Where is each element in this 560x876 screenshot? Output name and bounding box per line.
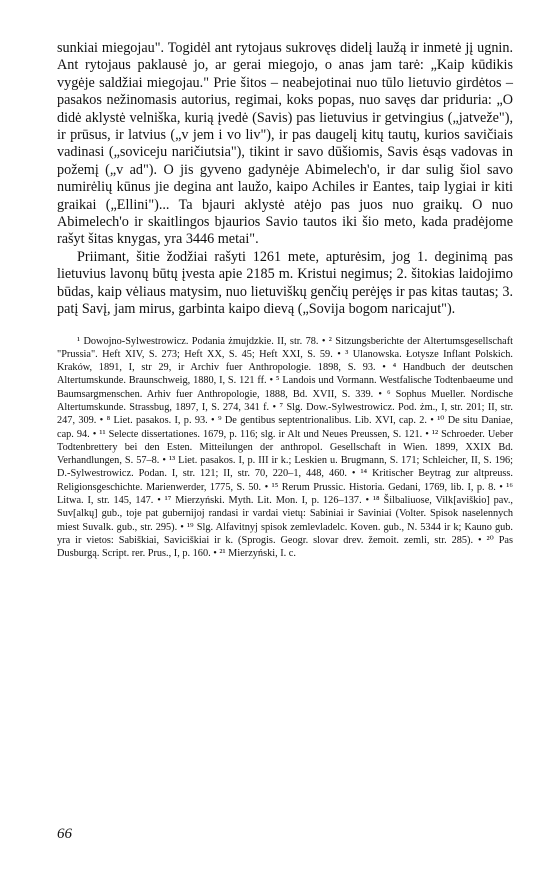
- footnotes: ¹ Dowojno-Sylwestrowicz. Podania żmujdzkie. II, str. 78. • ² Sitzungsberichte der Altertumsgesellschaft "Prussia". Heft XIV, S. 273; Heft XX, S. 45; Heft XXI, S. 59. • ³ Ulanowska. Łotysze Inflant Polskich. Kraków, 1891, I, str 29, ir Archiv fuer Anthropologie. 1898, S. 93. • ⁴ Handbuch der deutschen Altertumskunde. Braunschweig, 1880, I, S. 121 ff. • ⁵ Landois und Vormann. Westfalische Todtenbaeume und Baumsargmenschen. Arhiv fuer Anthropologie, 1888, Bd. XVII, S. 339. • ⁶ Sophus Mueller. Nordische Altertumskunde. Strassbug, 1897, I, S. 274, 341 f. • ⁷ Slg. Dow.-Sylwestrowicz. Pod. żm., I, str. 201; II, str. 247, 309. • ⁸ Liet. pasakos. I, p. 93. • ⁹ De gentibus septentrionalibus. Lib. XVI, cap. 2. • ¹⁰ De situ Daniae, cap. 94. • ¹¹ Selecte dissertationes. 1679, p. 116; slg. ir Alt und Neues Preussen, S. 121. • ¹² Schroeder. Ueber Todtenbrettery bei den Esten. Mitteilungen der anthropol. Gesellschaft in Wien. 1899, XXIX Bd. Verhandlungen, S. 57–8. • ¹³ Liet. pasakos. I, p. III ir k.; Leskien u. Brugmann, S. 171; Schleicher, II, S. 196; D.-Sylwestrowicz. Podan. I, str. 121; II, str. 70, 220–1, 448, 460. • ¹⁴ Kritischer Beytrag zur altpreuss. Religionsgeschichte. Marienwerder, 1775, S. 50. • ¹⁵ Rerum Prussic. Historia. Gedani, 1769, lib. I, p. 8. • ¹⁶ Litwa. I, str. 145, 147. • ¹⁷ Mierzyński. Myth. Lit. Mon. I, p. 126–137. • ¹⁸ Šilbaliuose, Vilk[aviškio] pav., Suv[alkų] gub., toje pat gubernijoj randasi ir vardai vietų: Sabiniai ir Saviniai (Volter. Spisok naselennych miest Suvalk. gub., str. 295). • ¹⁹ Slg. Alfavitnyj spisok zemlevladelc. Koven. gub., N. 5344 ir k; Kauno gub. yra ir vietos: Sabiškiai, Saviciškiai ir k. (Sprogis. Geogr. slovar drev. žemoit. zemli, str. 285). • ²⁰ Pas Dusburgą. Script. rer. Prus., I, p. 160. • ²¹ Mierzyński, I. c.: [57, 335, 513, 560]
- page-number: 66: [57, 826, 72, 842]
- paragraph-2: Priimant, šitie žodžiai rašyti 1261 mete, apturėsim, jog 1. deginimą pas lietuvius lavonų būtų įvesta apie 2185 m. Kristui negimus; 2. šitokias laidojimo būdas, kaip vėliaus matysim, nuo lietuviškų genčių perėjęs ir pas kitas tautas; 3. patį Savį, jam mirus, garbinta kaipo dievą („Sovija bogom naricajut").: [57, 248, 513, 318]
- page-content: [57, 40, 513, 561]
- main-text: [57, 40, 513, 319]
- paragraph-1: sunkiai miegojau". Togidėl ant rytojaus sukrovęs didelį laužą ir inmetė jį ugnin. Ant rytojaus paklausė jo, ar gerai miegojo, o anas jam tarė: „Kaip kūdikis vygėje saldžiai miegojau." Prie šitos – neabejotinai nuo tūlo lietuvio girdėtos – pasakos nežinomasis autorius, regimai, koks popas, nuo savęs dar priduria: „O didė aklystė velniška, kurią įvedė (Savis) pas lietuvius ir getvingius („jatveže"), ir prūsus, ir latvius („v jem i vo liv"), ir pas daugelį kitų tautų, kurios savičiais vadinasi („soviceju naričiutsia"), tikint ir savo dūšiomis, Savis ėsąs vadovas in požemį („v ad"). O jis gyveno gadynėje Abimelech'o, ir dar sulig šiol savo numirėlių kūnus jie degina ant laužo, kaipo Achiles ir Eantes, taip lygiai ir kiti graikai („Ellini")... Ta bjauri aklystė atėjo pas juos nuo graikų. O nuo Abimelech'o ir skaitlingos bjaurios Savio tautos iki šio meto, kada pradėjome rašyt šitas knygas, yra 3446 metai".: [57, 40, 513, 248]
